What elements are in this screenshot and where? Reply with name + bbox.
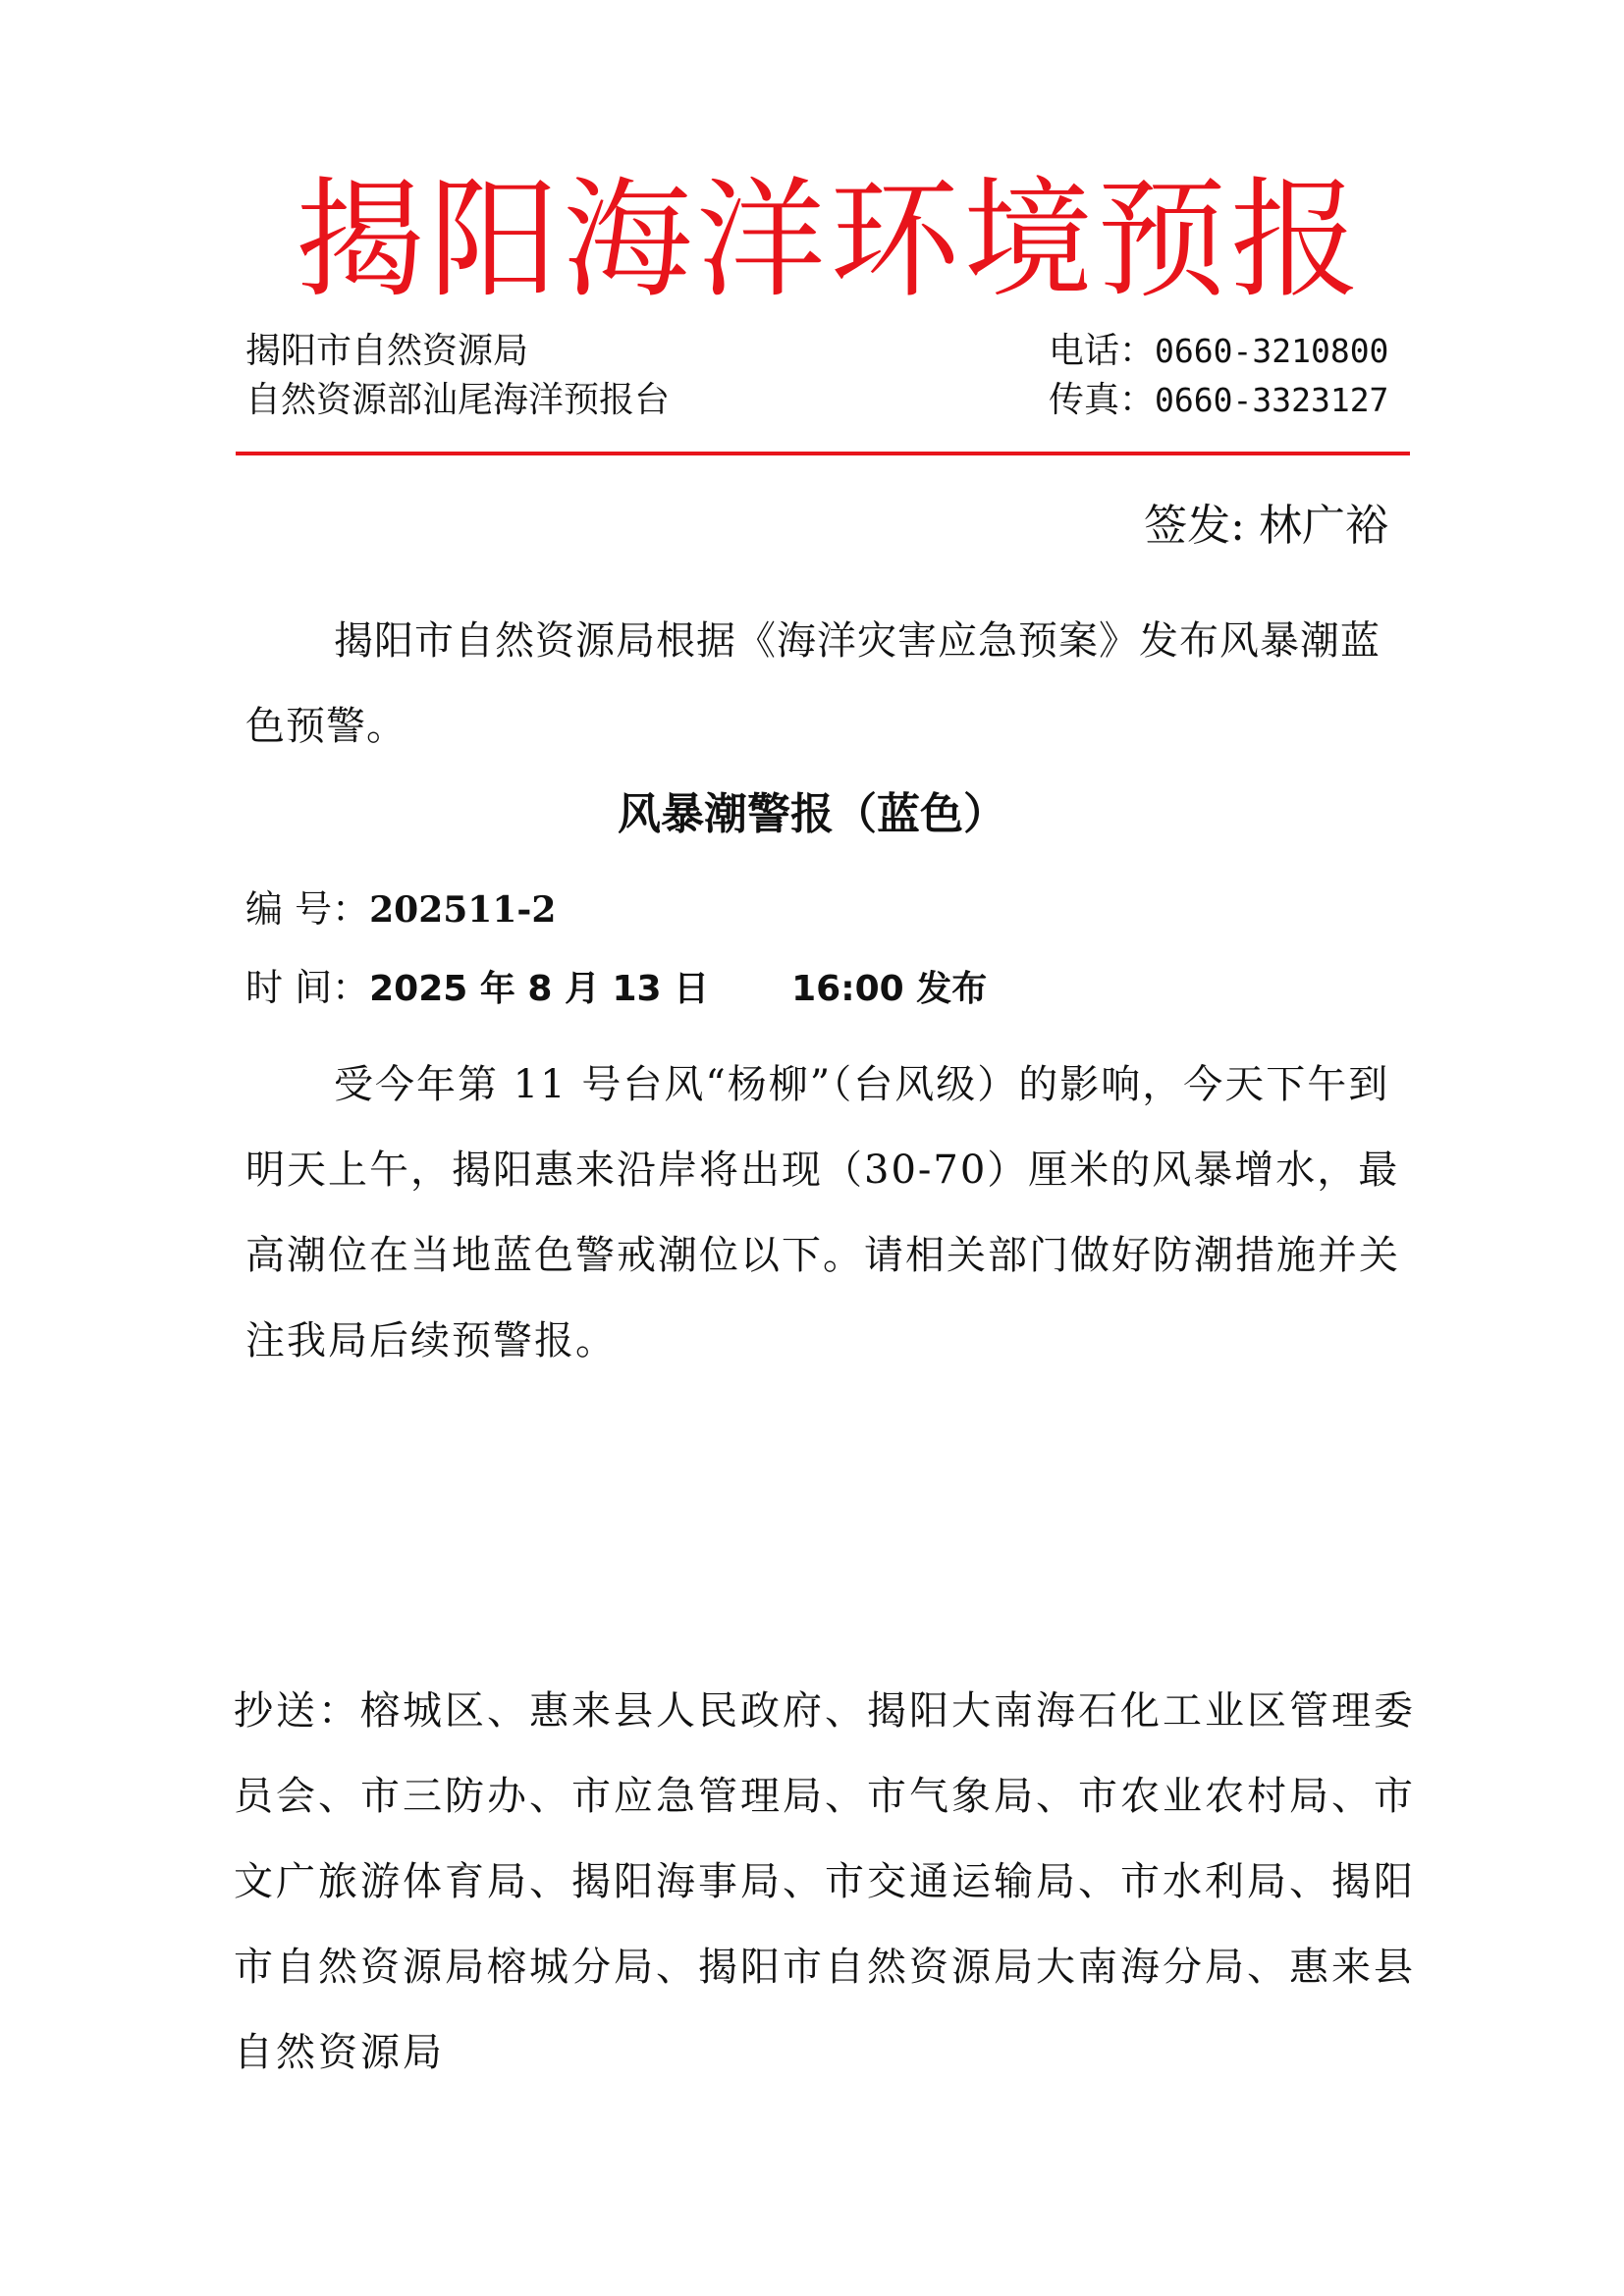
cc-recipients (234, 1669, 1441, 2096)
masthead-title: 揭阳海洋环境预报 (296, 165, 1364, 316)
cc-list: 榕城区、惠来县人民政府、揭阳大南海石化工业区管理委员会、市三防办、市应急管理局、市气象局、市农业农村局、市文广旅游体育局、揭阳海事局、市交通运输局、市水利局、揭阳市自然资源局榕城分局、揭阳市自然资源局大南海分局、惠来县自然资源局 (234, 1688, 1416, 2075)
fax-number: 0660-3323127 (1155, 381, 1389, 419)
signer-name: 林广裕 (1259, 501, 1388, 551)
signer-label: 签发: (1144, 501, 1245, 551)
phone-label: 电话： (1049, 331, 1156, 371)
contact-info (1049, 327, 1388, 425)
phone-row (1049, 327, 1388, 376)
issue-clock: 16:00 发布 (791, 969, 988, 1009)
serial-label: 编 号： (245, 887, 370, 931)
org-name-secondary: 自然资源部汕尾海洋预报台 (245, 380, 671, 420)
signer-line (1144, 497, 1388, 556)
fax-row (1049, 376, 1388, 425)
header-divider (236, 452, 1410, 455)
org-name-primary: 揭阳市自然资源局 (245, 331, 529, 371)
warning-title: 风暴潮警报（蓝色） (618, 789, 1006, 839)
phone-number: 0660-3210800 (1155, 332, 1389, 370)
fax-label: 传真： (1049, 380, 1156, 420)
warning-body: 受今年第 11 号台风“杨柳”（台风级）的影响，今天下午到明天上午，揭阳惠来沿岸将出现（30-70）厘米的风暴增水，最高潮位在当地蓝色警戒潮位以下。请相关部门做好防潮措施并关注我局后续预警报。 (245, 1062, 1400, 1363)
serial-value: 202511-2 (369, 889, 557, 931)
issuing-organizations (245, 327, 670, 425)
time-label: 时 间： (245, 966, 370, 1009)
issue-time-row (245, 958, 987, 1019)
intro-paragraph: 揭阳市自然资源局根据《海洋灾害应急预案》发布风暴潮蓝色预警。 (245, 618, 1380, 749)
issue-date: 2025 年 8 月 13 日 (369, 969, 710, 1009)
serial-number-row (245, 880, 556, 939)
cc-label: 抄送： (234, 1688, 360, 1734)
